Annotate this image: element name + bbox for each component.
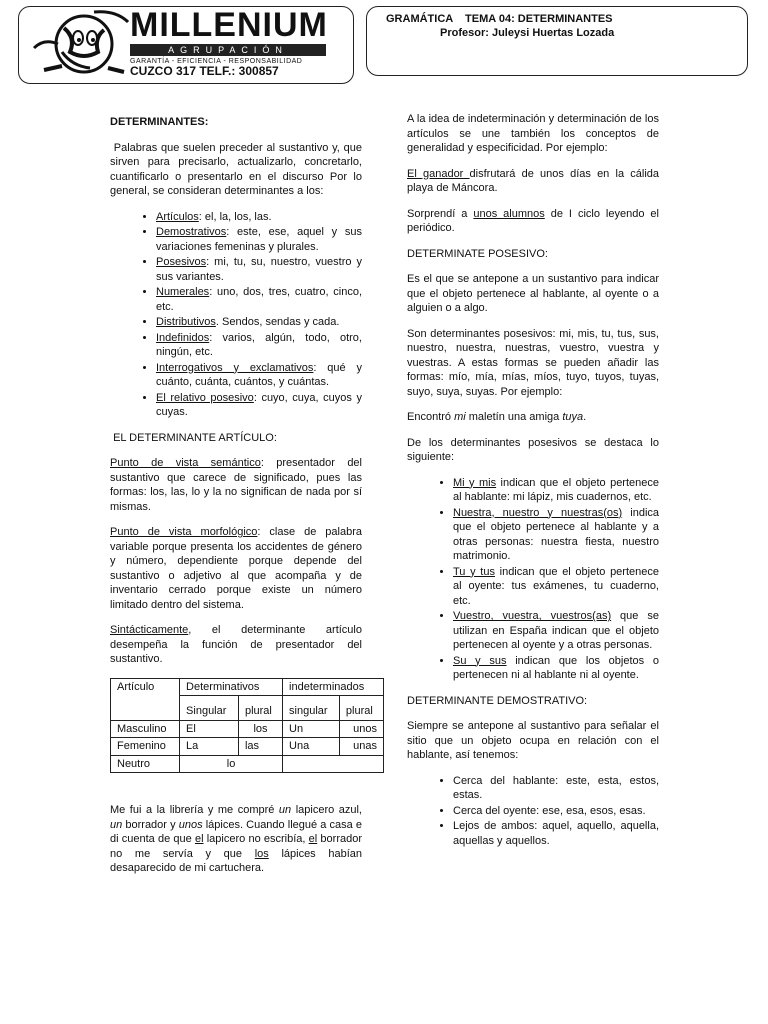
table-cell [283, 755, 384, 773]
table-header: plural [238, 696, 282, 721]
example-paragraph: Me fui a la librería y me compré un lapicero azul, un borrador y unos lápices. Cuando llegué a casa e di cuenta de que el lapicero no escribía, el borrador no me servía y que los lápices habían desaparecido de mi cartuchera. [110, 804, 363, 874]
list-item: • Artículos: el, la, los, las. [156, 210, 362, 225]
list-item: • Posesivos: mi, tu, su, nuestro, vuestro y sus variantes. [156, 255, 362, 284]
table-cell: Neutro [111, 755, 180, 773]
demonstrative-definition: Siempre se antepone al sustantivo para señalar el sitio que un objeto ocupa en relación con el hablante, así tenemos: [407, 720, 659, 761]
possessive-definition: Es el que se antepone a un sustantivo para indicar que el objeto pertenece al hablante, al oyente o a alguien o a algo. [407, 273, 659, 314]
list-item: • Cerca del hablante: este, esta, estos, estas. [453, 774, 659, 803]
list-item: • Lejos de ambos: aquel, aquello, aquella, aquellas y aquellos. [453, 819, 659, 848]
possessive-example: Encontró mi maletín una amiga tuya. [407, 411, 587, 423]
list-item: • Vuestro, vuestra, vuestros(as) que se utilizan en España indican que el objeto pertenecen al oyente y a otras personas. [453, 609, 659, 653]
example-1: El ganador disfrutará de unos días en la cálida playa de Máncora. [407, 167, 659, 194]
table-cell: lo [180, 755, 283, 773]
table-header: Singular [180, 696, 239, 721]
brand-name: MILLENIUM [130, 6, 328, 44]
list-item: • Cerca del oyente: ese, esa, esos, esas. [453, 804, 659, 819]
table-header: singular [283, 696, 340, 721]
list-item: • Indefinidos: varios, algún, todo, otro, ningún, etc. [156, 331, 362, 360]
brand-subtitle: AGRUPACIÓN [130, 44, 326, 56]
table-header: plural [339, 696, 383, 721]
table-cell: Masculino [111, 720, 180, 738]
section-heading-demostrativo: DETERMINANTE DEMOSTRATIVO: [407, 694, 588, 707]
table-cell: unos [339, 720, 383, 738]
list-item: • Demostrativos: este, ese, aquel y sus variaciones femeninas y plurales. [156, 225, 362, 254]
article-table [110, 678, 384, 774]
possessive-forms: Son determinantes posesivos: mi, mis, tu, tus, sus, nuestro, nuestra, nuestras, vuestro, vuestra y vuestras. A estas formas se pueden añadir las formas: mío, mía, mías, míos, tuyo, tuyos, tuyas, suyo, suya, suyas. Por ejemplo: [407, 327, 659, 398]
table-cell: las [238, 738, 282, 756]
brand-address: CUZCO 317 TELF.: 300857 [130, 64, 279, 78]
table-cell: La [180, 738, 239, 756]
mascot-globe-icon [24, 8, 134, 82]
section-heading-articulo: EL DETERMINANTE ARTÍCULO: [113, 431, 277, 444]
left-column [110, 115, 377, 887]
table-cell: Una [283, 738, 340, 756]
table-cell: Un [283, 720, 340, 738]
table-row [111, 738, 384, 756]
syntactic-paragraph: Sintácticamente, el determinante artículo desempeña la función de presentador del sustantivo. [110, 624, 362, 665]
table-row [111, 755, 384, 773]
list-item: • Su y sus indican que los objetos o pertenecen ni al hablante ni al oyente. [453, 654, 659, 683]
table-header: Artículo [111, 678, 180, 720]
demonstrative-list [407, 774, 659, 849]
list-item: • Tu y tus indican que el objeto pertenece al oyente: tus exámenes, tu cuaderno, etc. [453, 565, 659, 609]
table-cell: unas [339, 738, 383, 756]
table-cell: El [180, 720, 239, 738]
list-item: • Mi y mis indican que el objeto pertenece al hablante: mi lápiz, mis cuadernos, etc. [453, 476, 659, 505]
right-column [407, 112, 659, 859]
table-cell: Femenino [111, 738, 180, 756]
main-heading: DETERMINANTES: [110, 116, 209, 128]
intro-paragraph: Palabras que suelen preceder al sustantivo y, que sirven para precisarlo, actualizarlo, concretarlo, cuantificarlo o presentarlo en el discurso Por lo general, se consideran determinantes a los: [110, 141, 362, 197]
possessive-list [407, 476, 659, 683]
possessive-notes-intro: De los determinantes posesivos se destaca lo siguiente: [407, 436, 659, 463]
table-header: indeterminados [283, 678, 384, 696]
list-item: • Interrogativos y exclamativos: qué y cuánto, cuánta, cuántos, y cuántas. [156, 361, 362, 390]
list-item: • Distributivos. Sendos, sendas y cada. [156, 315, 362, 330]
course-title: GRAMÁTICA TEMA 04: DETERMINANTES [386, 13, 613, 25]
determinant-types-list [110, 210, 362, 420]
morphological-paragraph: Punto de vista morfológico: clase de palabra variable porque presenta los accidentes de género y número, dependiente porque depende del sustantivo o adjetivo al que acompaña y de inventario cerrado porque existe un número limitado dentro del sistema. [110, 526, 362, 611]
brand-tagline: GARANTÍA - EFICIENCIA - RESPONSABILIDAD [130, 58, 303, 65]
list-item: • Numerales: uno, dos, tres, cuatro, cinco, etc. [156, 285, 362, 314]
table-row [111, 720, 384, 738]
example-2: Sorprendí a unos alumnos de I ciclo leyendo el periódico. [407, 207, 659, 234]
table-header: Determinativos [180, 678, 283, 696]
list-item: • El relativo posesivo: cuyo, cuya, cuyos y cuyas. [156, 391, 362, 420]
section-heading-posesivo: DETERMINATE POSESIVO: [407, 247, 548, 260]
teacher-name: Profesor: Juleysi Huertas Lozada [440, 27, 615, 39]
table-cell: los [238, 720, 282, 738]
list-item: • Nuestra, nuestro y nuestras(os) indica que el objeto pertenece al hablante y a otras personas: nuestra fiesta, nuestro matrimonio. [453, 506, 659, 564]
generality-paragraph: A la idea de indeterminación y determinación de los artículos se une también los conceptos de generalidad y especificidad. Por ejemplo: [407, 113, 659, 154]
semantic-paragraph: Punto de vista semántico: presentador del sustantivo que carece de significado, pues las formas: los, las, lo y la no significan de nada por sí mismas. [110, 457, 362, 513]
